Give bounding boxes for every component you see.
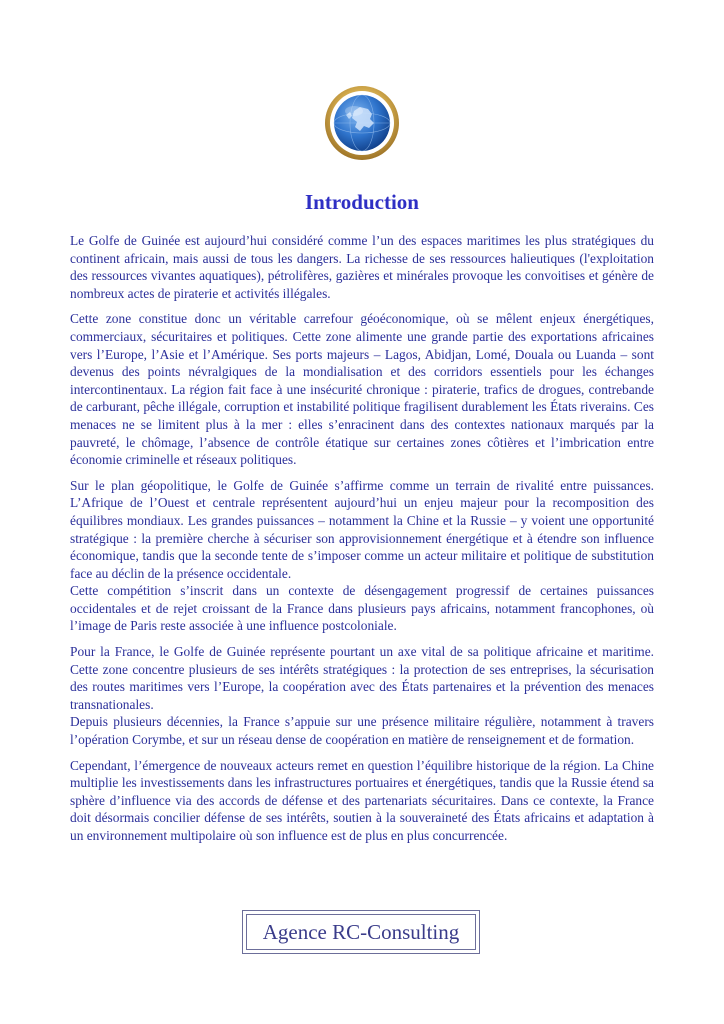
paragraph: Sur le plan géopolitique, le Golfe de Guinée s’affirme comme un terrain de rivalité entre puissances. L’Afrique de l’Ouest et centrale représentent aujourd’hui un enjeu majeur pour la recomposition des équilibres mondiaux. Les grandes puissances – notamment la Chine et la Russie – y voient une opportunité stratégique : la première cherche à sécuriser son approvisionnement énergétique et à étendre son influence économique, tandis que la seconde tente de s’imposer comme un acteur militaire et politique de substitution face au déclin de la présence occidentale. xyxy=(70,477,654,581)
paragraph: Cette compétition s’inscrit dans un contexte de désengagement progressif de certaines puissances occidentales et de rejet croissant de la France dans plusieurs pays africains, notamment francophones, où l’image de Paris reste associée à une influence postcoloniale. xyxy=(70,583,654,634)
paragraph: Cette zone constitue donc un véritable carrefour géoéconomique, où se mêlent enjeux énergétiques, commerciaux, sécuritaires et politiques. Cette zone alimente une grande partie des exportations africaines vers l’Europe, l’Asie et l’Amérique. Ses ports majeurs – Lagos, Abidjan, Lomé, Douala ou Luanda – sont devenus des points névralgiques de la mondialisation et des corridors essentiels pour les échanges intercontinentaux. La région fait face à une insécurité chronique : piraterie, trafics de drogues, contrebande de carburant, pêche illégale, corruption et instabilité politique fragilisent durablement les États riverains. Ces menaces ne se limitent plus à la mer : elles s’enracinent dans des contextes nationaux marqués par la pauvreté, le chômage, l’absence de contrôle étatique sur certaines zones côtières et l’imbrication entre économie criminelle et réseaux politiques. xyxy=(70,311,654,468)
europe-globe-icon xyxy=(324,85,400,161)
paragraph: Le Golfe de Guinée est aujourd’hui considéré comme l’un des espaces maritimes les plus stratégiques du continent africain, mais aussi de tous les dangers. La richesse de ses ressources halieutiques (l'exploitation des ressources vivantes aquatiques), pétrolifères, gazières et minérales provoque les convoitises et génère de nombreux actes de piraterie et activités illégales. xyxy=(70,233,654,301)
agency-footer-label: Agence RC-Consulting xyxy=(246,914,476,950)
page-title: Introduction xyxy=(305,190,419,214)
paragraph: Depuis plusieurs décennies, la France s’appuie sur une présence militaire régulière, notamment à travers l’opération Corymbe, et sur un réseau dense de coopération en matière de renseignement et de formation. xyxy=(70,714,654,748)
body-text xyxy=(70,232,654,853)
paragraph: Pour la France, le Golfe de Guinée représente pourtant un axe vital de sa politique africaine et maritime. Cette zone concentre plusieurs de ses intérêts stratégiques : la protection de ses entreprises, la sécurisation des routes maritimes vers l’Europe, la coopération avec des États partenaires et la prévention des menaces transnationales. xyxy=(70,644,654,712)
agency-footer xyxy=(242,910,480,954)
paragraph: Cependant, l’émergence de nouveaux acteurs remet en question l’équilibre historique de la région. La Chine multiplie les investissements dans les infrastructures portuaires et énergétiques, tandis que la Russie étend sa sphère d’influence via des accords de défense et des partenariats sécuritaires. Dans ce contexte, la France doit désormais concilier défense de ses intérêts, soutien à la souveraineté des États africains et adaptation à un environnement multipolaire où son influence est de plus en plus concurrencée. xyxy=(70,757,654,843)
